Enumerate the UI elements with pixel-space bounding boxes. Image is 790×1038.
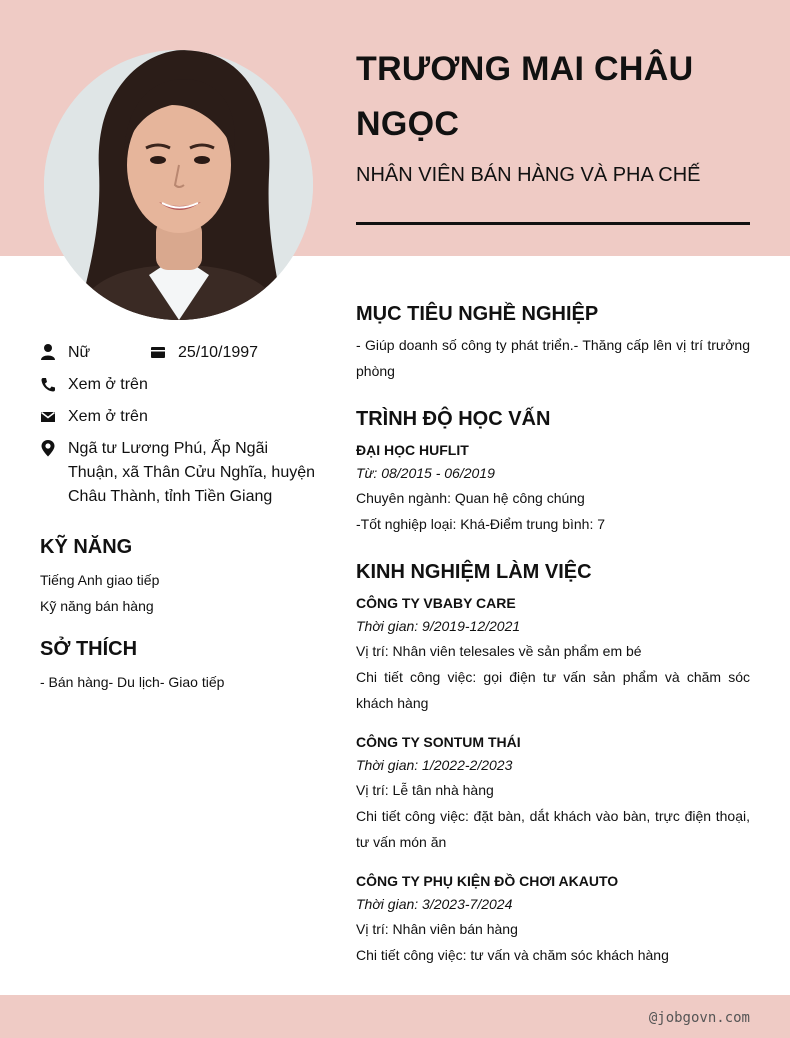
candidate-name: TRƯƠNG MAI CHÂU NGỌC bbox=[356, 50, 694, 143]
education-major: Chuyên ngành: Quan hệ công chúng bbox=[356, 490, 585, 506]
objective-section bbox=[356, 332, 750, 384]
mail-icon bbox=[40, 407, 56, 425]
education-heading: TRÌNH ĐỘ HỌC VẤN bbox=[356, 408, 551, 430]
hobbies-heading: SỞ THÍCH bbox=[40, 638, 138, 660]
job-position: Vị trí: Nhân viên bán hàng bbox=[356, 921, 518, 937]
job-entry bbox=[356, 731, 750, 855]
header-divider bbox=[356, 222, 750, 225]
skill-item: Tiếng Anh giao tiếp bbox=[40, 572, 160, 588]
avatar bbox=[44, 50, 313, 320]
job-position: Vị trí: Nhân viên telesales về sản phẩm em bé bbox=[356, 643, 642, 659]
skills-heading: KỸ NĂNG bbox=[40, 536, 133, 558]
company-name: CÔNG TY VBABY CARE bbox=[356, 595, 516, 611]
gender-text: Nữ bbox=[68, 344, 91, 361]
phone-row bbox=[40, 373, 148, 397]
profile-photo bbox=[44, 50, 313, 320]
education-period: Từ: 08/2015 - 06/2019 bbox=[356, 465, 495, 481]
skill-item: Kỹ năng bán hàng bbox=[40, 598, 154, 614]
job-period: Thời gian: 3/2023-7/2024 bbox=[356, 896, 513, 912]
job-details: Chi tiết công việc: gọi điện tư vấn sản phẩm và chăm sóc khách hàng bbox=[356, 669, 750, 711]
phone-icon bbox=[40, 375, 56, 393]
job-details: Chi tiết công việc: tư vấn và chăm sóc khách hàng bbox=[356, 947, 669, 963]
gender-row bbox=[40, 341, 90, 365]
objective-text: - Giúp doanh số công ty phát triển.- Thăng cấp lên vị trí trưởng phòng bbox=[356, 337, 750, 379]
school-name: ĐẠI HỌC HUFLIT bbox=[356, 442, 469, 458]
company-name: CÔNG TY SONTUM THÁI bbox=[356, 734, 521, 750]
footer-watermark: @jobgovn.com bbox=[648, 1010, 750, 1026]
education-grade: -Tốt nghiệp loại: Khá-Điểm trung bình: 7 bbox=[356, 516, 606, 532]
address-row bbox=[40, 437, 320, 509]
job-details: Chi tiết công việc: đặt bàn, dắt khách vào bàn, trực điện thoại, tư vấn món ăn bbox=[356, 808, 750, 850]
calendar-icon bbox=[150, 343, 166, 361]
job-period: Thời gian: 1/2022-2/2023 bbox=[356, 757, 513, 773]
education-section bbox=[356, 439, 750, 537]
birthday-row bbox=[150, 341, 258, 365]
address-text: Ngã tư Lương Phú, Ấp Ngãi Thuận, xã Thân Cửu Nghĩa, huyện Châu Thành, tỉnh Tiền Giang bbox=[68, 440, 316, 505]
birthday-text: 25/10/1997 bbox=[178, 344, 259, 361]
job-entry bbox=[356, 870, 750, 968]
phone-text: Xem ở trên bbox=[68, 376, 148, 393]
email-row bbox=[40, 405, 148, 429]
job-period: Thời gian: 9/2019-12/2021 bbox=[356, 618, 521, 634]
hobbies-text: - Bán hàng- Du lịch- Giao tiếp bbox=[40, 674, 225, 690]
job-title: NHÂN VIÊN BÁN HÀNG VÀ PHA CHẾ bbox=[356, 164, 701, 186]
experience-heading: KINH NGHIỆM LÀM VIỆC bbox=[356, 561, 592, 583]
objective-heading: MỤC TIÊU NGHỀ NGHIỆP bbox=[356, 303, 599, 325]
company-name: CÔNG TY PHỤ KIỆN ĐỒ CHƠI AKAUTO bbox=[356, 873, 619, 889]
location-pin-icon bbox=[40, 439, 56, 457]
email-text: Xem ở trên bbox=[68, 408, 148, 425]
job-entry bbox=[356, 592, 750, 716]
person-icon bbox=[40, 343, 56, 361]
job-position: Vị trí: Lễ tân nhà hàng bbox=[356, 782, 494, 798]
